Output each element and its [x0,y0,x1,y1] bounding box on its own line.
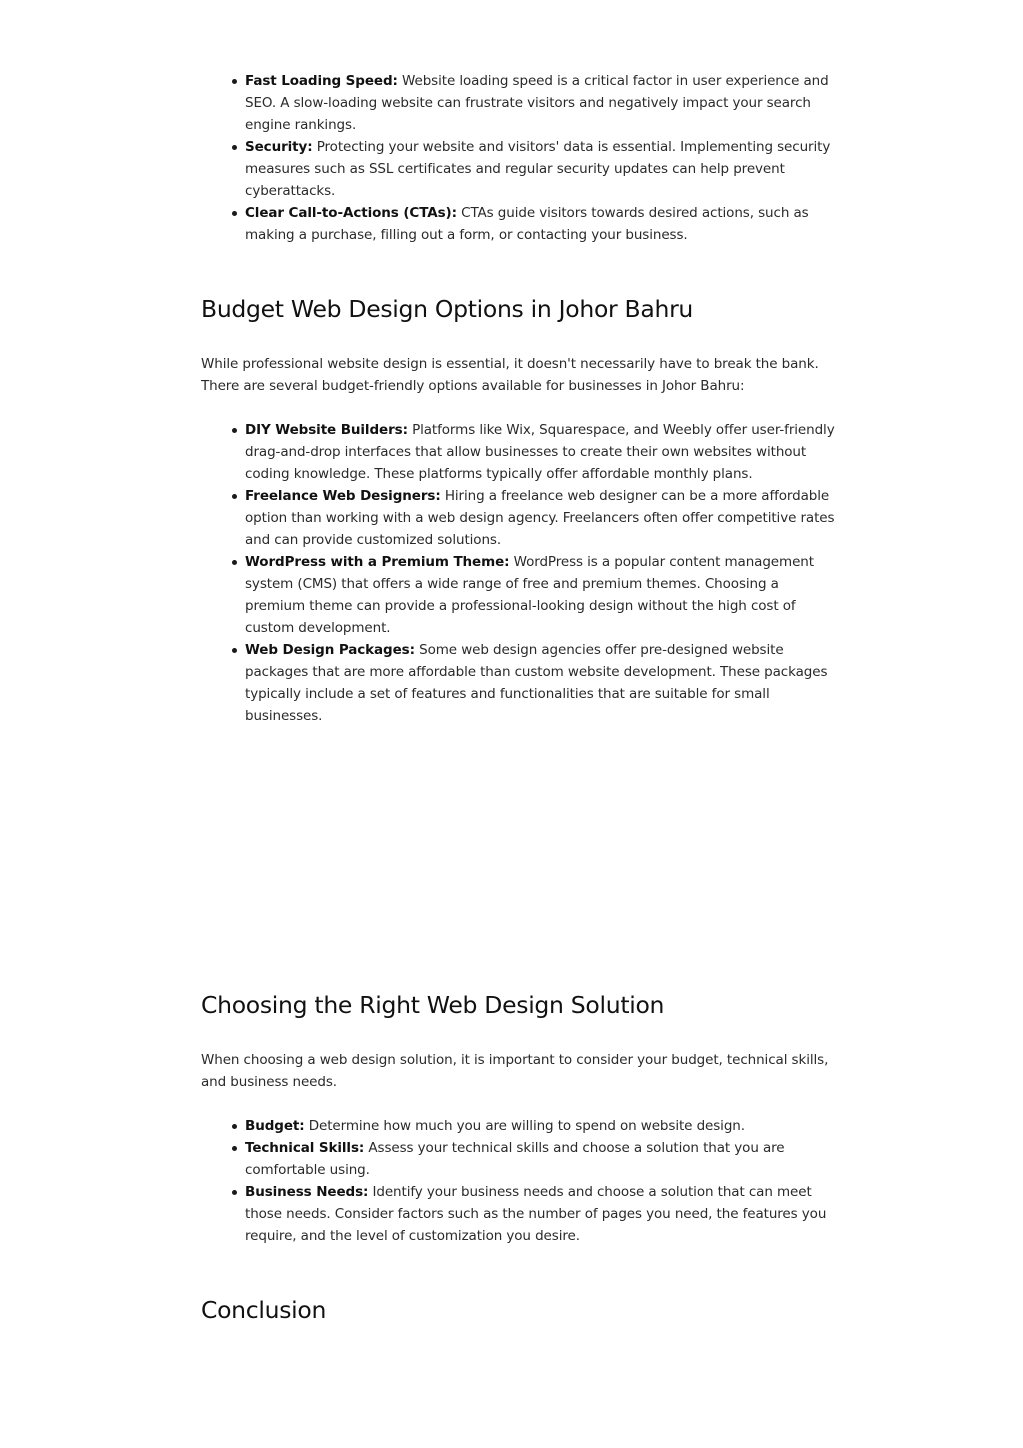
list-item-term: DIY Website Builders: [245,422,408,438]
list-item-text: Determine how much you are willing to spend on website design. [304,1118,745,1134]
list-item-term: WordPress with a Premium Theme: [245,554,510,570]
list-item-text: Website loading speed is a critical factor in user experience and SEO. A slow-loading website can frustrate visitors and negatively impact your search engine rankings. [245,73,829,133]
list-item [245,485,835,551]
section-heading-conclusion: Conclusion [201,1296,327,1324]
list-item [245,639,835,727]
list-item-text: Some web design agencies offer pre-designed website packages that are more affordable than custom website development. These packages typically include a set of features and functionalities that are suitable for small businesses. [245,642,828,724]
list-item [245,1115,835,1137]
list-item-text: Identify your business needs and choose a solution that can meet those needs. Consider factors such as the number of pages you need, the features you require, and the level of customization you desire. [245,1184,827,1244]
budget-options-list [245,419,835,727]
list-item [245,419,835,485]
list-item-term: Security: [245,139,313,155]
section-heading-choosing: Choosing the Right Web Design Solution [201,991,665,1019]
list-item-text: WordPress is a popular content management system (CMS) that offers a wide range of free and premium themes. Choosing a premium theme can provide a professional-looking design without the high cost of custom development. [245,554,814,636]
list-item-term: Technical Skills: [245,1140,365,1156]
choosing-factors-list [245,1115,835,1247]
list-item-term: Web Design Packages: [245,642,415,658]
list-item-term: Freelance Web Designers: [245,488,441,504]
list-item-term: Clear Call-to-Actions (CTAs): [245,205,457,221]
features-list [245,70,835,246]
section-intro-choosing: When choosing a web design solution, it is important to consider your budget, technical skills, and business needs. [201,1052,829,1090]
list-item-text: Assess your technical skills and choose a solution that you are comfortable using. [245,1140,785,1178]
section-intro-budget: While professional website design is essential, it doesn't necessarily have to break the bank. There are several budget-friendly options available for businesses in Johor Bahru: [201,356,819,394]
list-item [245,1181,835,1247]
list-item-term: Business Needs: [245,1184,369,1200]
list-item-text: Platforms like Wix, Squarespace, and Weebly offer user-friendly drag-and-drop interfaces that allow businesses to create their own websites without coding knowledge. These platforms typically offer affordable monthly plans. [245,422,835,482]
list-item-text: Protecting your website and visitors' data is essential. Implementing security measures such as SSL certificates and regular security updates can help prevent cyberattacks. [245,139,831,199]
list-item-term: Budget: [245,1118,305,1134]
list-item [245,551,835,639]
list-item [245,1137,835,1181]
section-heading-budget: Budget Web Design Options in Johor Bahru [201,295,694,323]
list-item [245,70,835,136]
list-item-term: Fast Loading Speed: [245,73,398,89]
list-item-text: CTAs guide visitors towards desired actions, such as making a purchase, filling out a form, or contacting your business. [245,205,809,243]
list-item [245,202,835,246]
list-item [245,136,835,202]
list-item-text: Hiring a freelance web designer can be a more affordable option than working with a web design agency. Freelancers often offer competitive rates and can provide customized solutions. [245,488,835,548]
